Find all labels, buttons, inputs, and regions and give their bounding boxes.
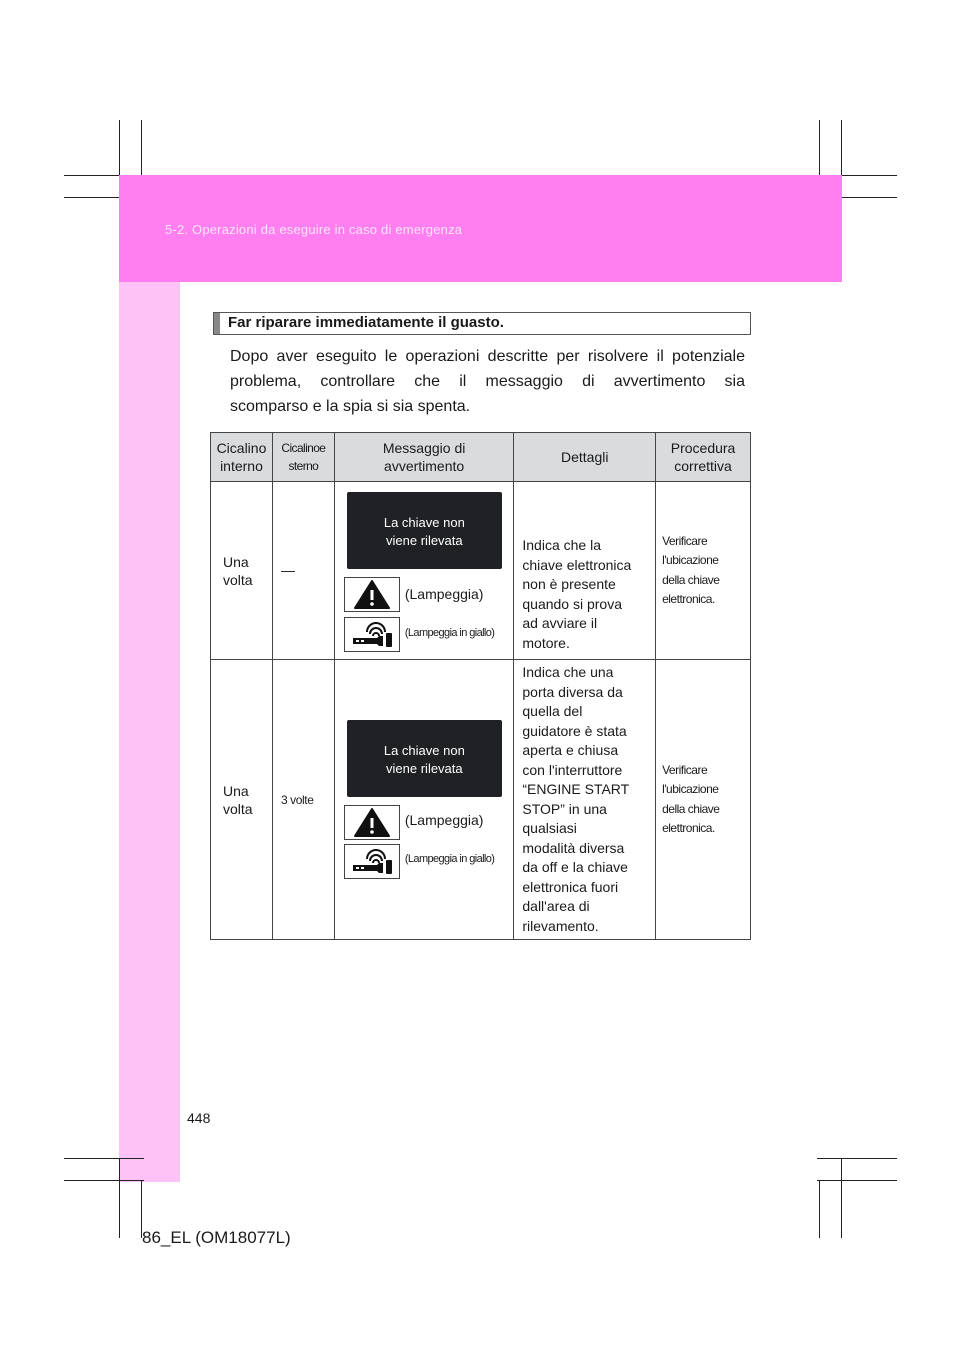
table-row: [211, 660, 751, 940]
flashing-yellow-label: (Lampeggia in giallo): [404, 853, 495, 865]
heading-bar: [214, 313, 220, 334]
crop-mark: [817, 1180, 897, 1181]
col-header-warning-message: Messaggio di avvertimento: [334, 433, 514, 482]
table-row: [211, 482, 751, 660]
procedure-cell: Verificare l'ubicazione della chiave elettronica.: [656, 482, 751, 660]
instruction-paragraph: [230, 344, 745, 419]
flashing-label: (Lampeggia): [404, 586, 484, 602]
internal-buzzer-cell: Una volta: [211, 482, 273, 660]
para-line: scomparso e la spia si sia spenta.: [230, 398, 471, 415]
crop-mark: [119, 1158, 120, 1238]
col-header-external-buzzer: Cicalinoe sterno: [272, 433, 334, 482]
external-buzzer-cell: 3 volte: [272, 660, 334, 940]
table-header-row: [211, 433, 751, 482]
heading-text: Far riparare immediatamente il guasto.: [228, 314, 504, 331]
heading-box: [213, 312, 751, 335]
details-cell: Indica che la chiave elettronica non è presente quando si prova ad avviare il motore.: [514, 482, 656, 660]
warning-triangle-icon: [344, 577, 400, 612]
side-band: [119, 282, 180, 1182]
warning-table: [210, 432, 751, 940]
details-cell: Indica che una porta diversa da quella del guidatore è stata aperta e chiusa con l'interruttore “ENGINE START STOP” in una qualsiasi modalità diversa da off e la chiave elettronica fuori dall'area di rilevamento.: [514, 660, 656, 940]
warning-message-cell: [334, 660, 514, 940]
display-message: La chiave non viene rilevata: [347, 720, 502, 797]
col-header-procedure: Procedura correttiva: [656, 433, 751, 482]
external-buzzer-cell: —: [272, 482, 334, 660]
smart-key-icon: [344, 844, 400, 879]
procedure-cell: Verificare l'ubicazione della chiave elettronica.: [656, 660, 751, 940]
display-message: La chiave non viene rilevata: [347, 492, 502, 569]
smart-key-icon: [344, 617, 400, 652]
col-header-internal-buzzer: Cicalino interno: [211, 433, 273, 482]
crop-mark: [64, 1158, 144, 1159]
crop-mark: [841, 1158, 842, 1238]
crop-mark: [819, 1180, 820, 1238]
col-header-details: Dettagli: [514, 433, 656, 482]
para-line: problema, controllare che il messaggio di avvertimento sia: [230, 373, 745, 390]
page-number: 448: [187, 1110, 211, 1126]
para-line: Dopo aver eseguito le operazioni descritte per risolvere il potenziale: [230, 348, 745, 365]
flashing-label: (Lampeggia): [404, 812, 484, 828]
internal-buzzer-cell: Una volta: [211, 660, 273, 940]
crop-mark: [64, 1180, 144, 1181]
document-code: 86_EL (OM18077L): [142, 1228, 291, 1247]
flashing-yellow-label: (Lampeggia in giallo): [404, 627, 495, 639]
warning-triangle-icon: [344, 805, 400, 840]
warning-message-cell: [334, 482, 514, 660]
section-title: 5-2. Operazioni da eseguire in caso di emergenza: [165, 222, 463, 237]
crop-mark: [817, 1158, 897, 1159]
